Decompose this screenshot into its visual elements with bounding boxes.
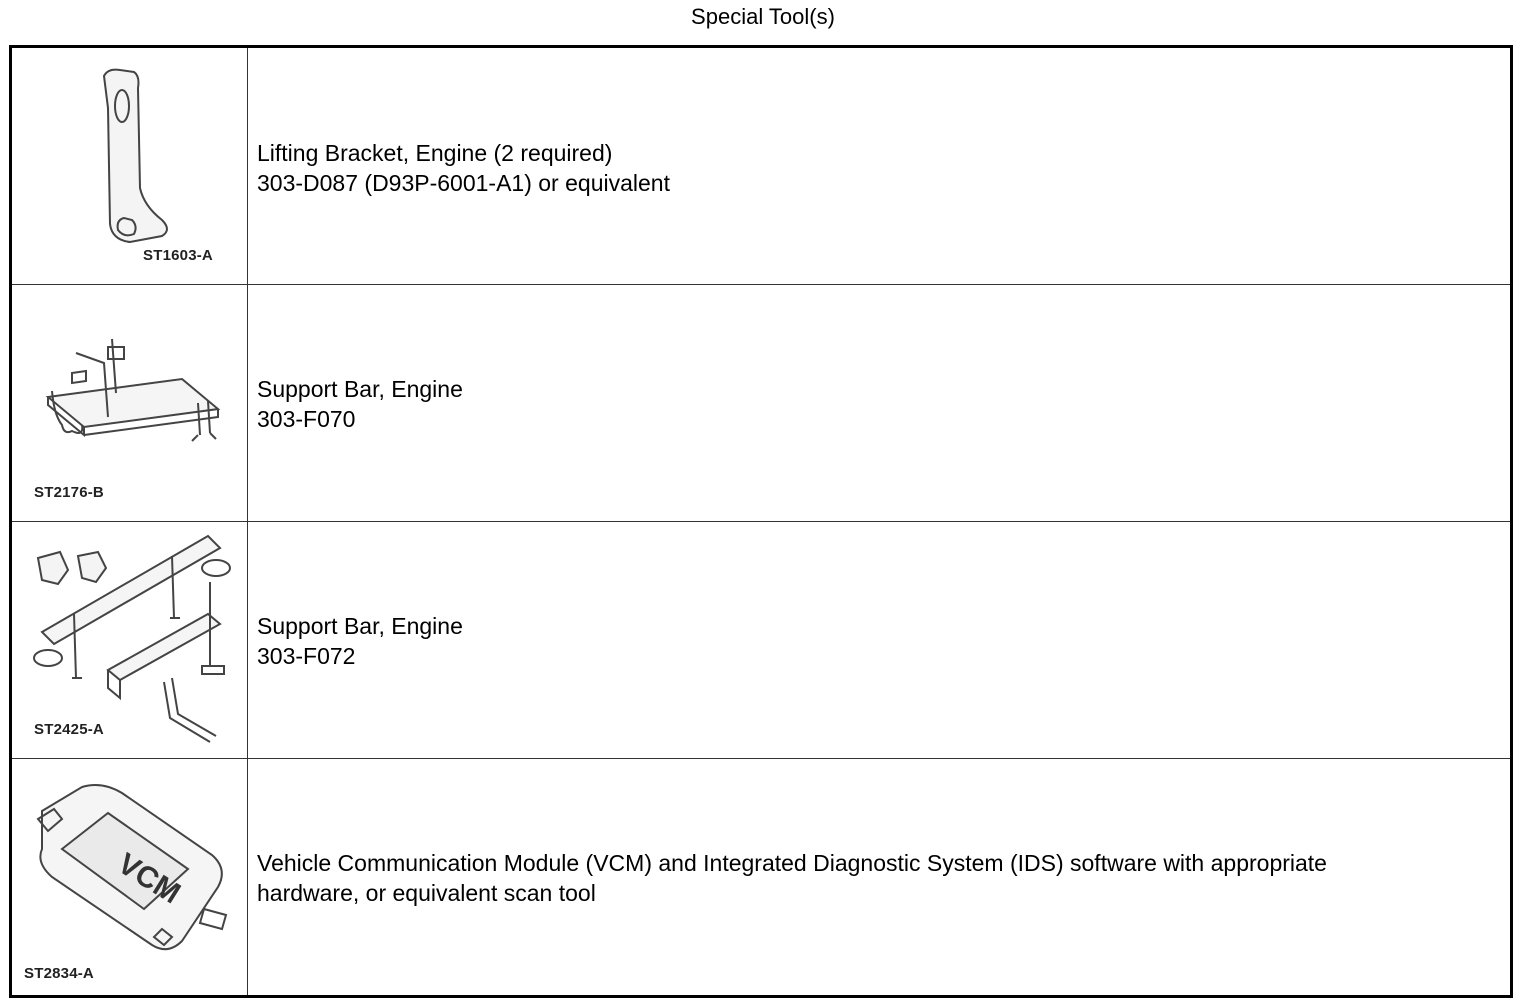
tool-code: ST1603-A [143, 247, 213, 264]
tool-description [257, 138, 1477, 198]
tool-description [257, 848, 1477, 908]
table-row [12, 759, 1510, 995]
tool-part-number: 303-F072 [257, 643, 356, 669]
tool-code: ST2176-B [34, 484, 104, 501]
tool-image-cell [12, 759, 248, 995]
special-tools-table [9, 45, 1513, 998]
tool-image-cell [12, 285, 248, 521]
tool-image-cell [12, 522, 248, 758]
tool-name: Support Bar, Engine [257, 376, 463, 402]
tool-name-continued: hardware, or equivalent scan tool [257, 880, 596, 906]
tool-part-number: 303-D087 (D93P-6001-A1) or equivalent [257, 170, 670, 196]
vcm-module-icon [12, 759, 248, 995]
tool-name: Vehicle Communication Module (VCM) and Integrated Diagnostic System (IDS) software with appropriate [257, 850, 1327, 876]
table-row [12, 522, 1510, 759]
tool-name: Lifting Bracket, Engine (2 required) [257, 140, 613, 166]
page-title: Special Tool(s) [691, 4, 835, 29]
tool-part-number: 303-F070 [257, 406, 356, 432]
table-row [12, 285, 1510, 522]
svg-text:VCM: VCM [111, 847, 186, 911]
tool-name: Support Bar, Engine [257, 613, 463, 639]
table-row [12, 48, 1510, 285]
tool-image-cell [12, 48, 248, 284]
tool-description [257, 611, 1477, 671]
tool-code: ST2834-A [24, 965, 94, 982]
tool-code: ST2425-A [34, 721, 104, 738]
tool-description [257, 374, 1477, 434]
